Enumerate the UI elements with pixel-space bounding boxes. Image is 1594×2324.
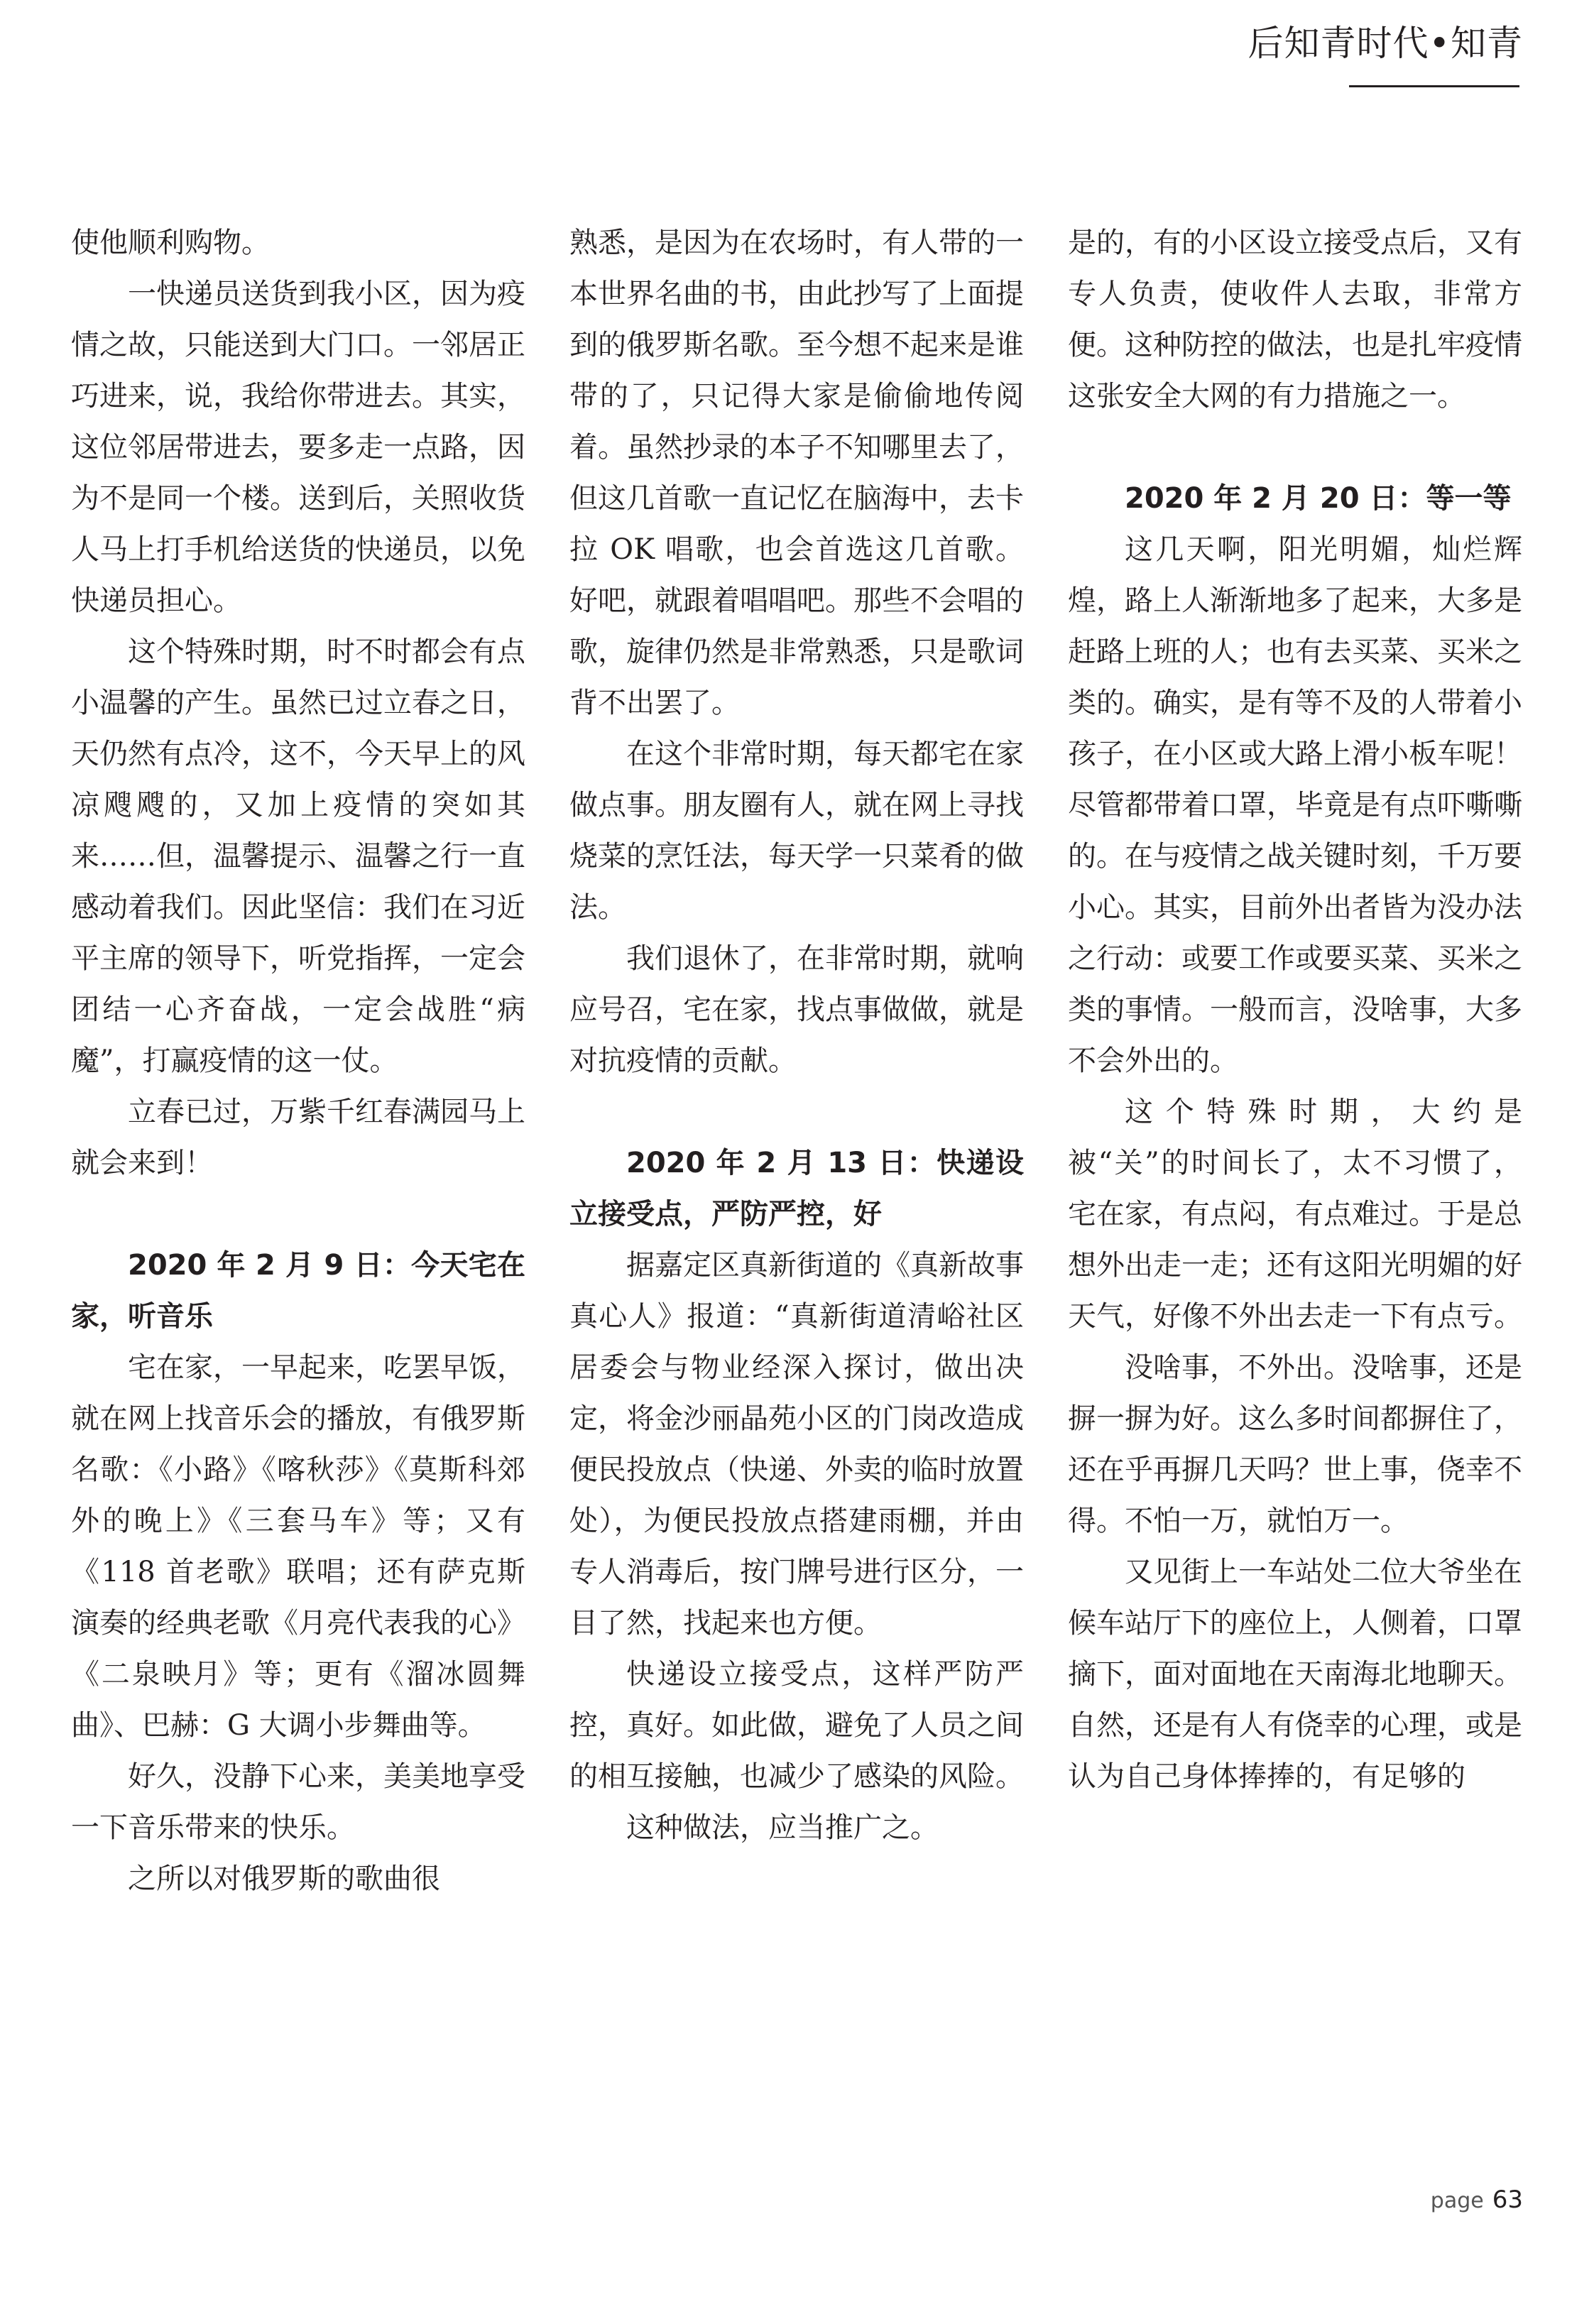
- running-header: 后知青时代•知青: [1248, 23, 1523, 64]
- paragraph: 这个特殊时期，大约是被“关”的时间长了，太不习惯了，宅在家，有点闷，有点难过。于是总想外出走一走；还有这阳光明媚的好天气，好像不外出去走一下有点亏。: [1068, 1096, 1522, 1333]
- text-column-2: [569, 217, 1024, 1853]
- paragraph: 据嘉定区真新街道的《真新故事真心人》报道：“真新街道清峪社区居委会与物业经深入探讨，做出决定，将金沙丽晶苑小区的门岗改造成便民投放点（快递、外卖的临时放置处），为便民投放点搭建雨棚，并由专人消毒后，按门牌号进行区分，一目了然，找起来也方便。: [569, 1249, 1024, 1640]
- paragraph: 快递设立接受点，这样严防严控，真好。如此做，避免了人员之间的相互接触，也减少了感染的风险。: [569, 1658, 1024, 1793]
- paragraph: 立春已过，万紫千红春满园马上就会来到！: [71, 1096, 525, 1179]
- page-label: page: [1430, 2188, 1484, 2213]
- paragraph: 这几天啊，阳光明媚，灿烂辉煌，路上人渐渐地多了起来，大多是赶路上班的人；也有去买菜、买米之类的。确实，是有等不及的人带着小孩子，在小区或大路上滑小板车呢！尽管都带着口罩，毕竟是有点吓嘶嘶的。在与疫情之战关键时刻，千万要小心。其实，目前外出者皆为没办法之行动：或要工作或要买菜、买米之类的事情。一般而言，没啥事，大多不会外出的。: [1068, 533, 1522, 1077]
- page-number: 63: [1492, 2186, 1523, 2214]
- paragraph: 这种做法，应当推广之。: [626, 1811, 939, 1844]
- text-column-3: [1068, 217, 1522, 1802]
- paragraph: 没啥事，不外出。没啥事，还是摒一摒为好。这么多时间都摒住了，还在乎再摒几天吗？世上事，侥幸不得。不怕一万，就怕万一。: [1068, 1351, 1522, 1537]
- page-footer: [1431, 2186, 1523, 2214]
- paragraph: 又见街上一车站处二位大爷坐在候车站厅下的座位上，人侧着，口罩摘下，面对面地在天南海北地聊天。自然，还是有人有侥幸的心理，或是认为自己身体捧捧的，有足够的: [1068, 1556, 1522, 1793]
- paragraph: 之所以对俄罗斯的歌曲很: [128, 1862, 440, 1895]
- text-column-1: [71, 217, 525, 1904]
- paragraph: 这个特殊时期，时不时都会有点小温馨的产生。虽然已过立春之日，天仍然有点冷，这不，今天早上的风凉飕飕的，又加上疫情的突如其来……但，温馨提示、温馨之行一直感动着我们。因此坚信：我们在习近平主席的领导下，听党指挥，一定会团结一心齐奋战，一定会战胜“病魔”，打赢疫情的这一仗。: [71, 635, 525, 1077]
- paragraph: 是的，有的小区设立接受点后，又有专人负责，使收件人去取，非常方便。这种防控的做法，也是扎牢疫情这张安全大网的有力措施之一。: [1068, 227, 1522, 413]
- paragraph: 宅在家，一早起来，吃罢早饭，就在网上找音乐会的播放，有俄罗斯名歌：《小路》《喀秋莎》《莫斯科郊外的晚上》《三套马车》等；又有《118 首老歌》联唱；还有萨克斯演奏的经典老歌《月亮代表我的心》《二泉映月》等；更有《溜冰圆舞曲》、巴赫：G 大调小步舞曲等。: [71, 1351, 525, 1742]
- section-gap: [569, 1086, 1024, 1138]
- paragraph: 使他顺利购物。: [71, 227, 270, 259]
- section-gap: [1068, 422, 1522, 473]
- section-heading: 2020 年 2 月 13 日：快递设立接受点，严防严控，好: [569, 1147, 1024, 1231]
- paragraph: 熟悉，是因为在农场时，有人带的一本世界名曲的书，由此抄写了上面提到的俄罗斯名歌。至今想不起来是谁带的了，只记得大家是偷偷地传阅着。虽然抄录的本子不知哪里去了，但这几首歌一直记忆在脑海中，去卡拉 OK 唱歌，也会首选这几首歌。好吧，就跟着唱唱吧。那些不会唱的歌，旋律仍然是非常熟悉，只是歌词背不出罢了。: [569, 227, 1024, 719]
- paragraph: 好久，没静下心来，美美地享受一下音乐带来的快乐。: [71, 1760, 525, 1844]
- section-heading: 2020 年 2 月 20 日：等一等: [1125, 482, 1512, 515]
- section-heading: 2020 年 2 月 9 日：今天宅在家，听音乐: [71, 1249, 525, 1333]
- section-gap: [71, 1189, 525, 1240]
- paragraph: 我们退休了，在非常时期，就响应号召，宅在家，找点事做做，就是对抗疫情的贡献。: [569, 942, 1024, 1077]
- paragraph: 在这个非常时期，每天都宅在家做点事。朋友圈有人，就在网上寻找烧菜的烹饪法，每天学一只菜肴的做法。: [569, 738, 1024, 924]
- header-rule: [1349, 85, 1519, 87]
- paragraph: 一快递员送货到我小区，因为疫情之故，只能送到大门口。一邻居正巧进来，说，我给你带进去。其实，这位邻居带进去，要多走一点路，因为不是同一个楼。送到后，关照收货人马上打手机给送货的快递员，以免快递员担心。: [71, 278, 525, 617]
